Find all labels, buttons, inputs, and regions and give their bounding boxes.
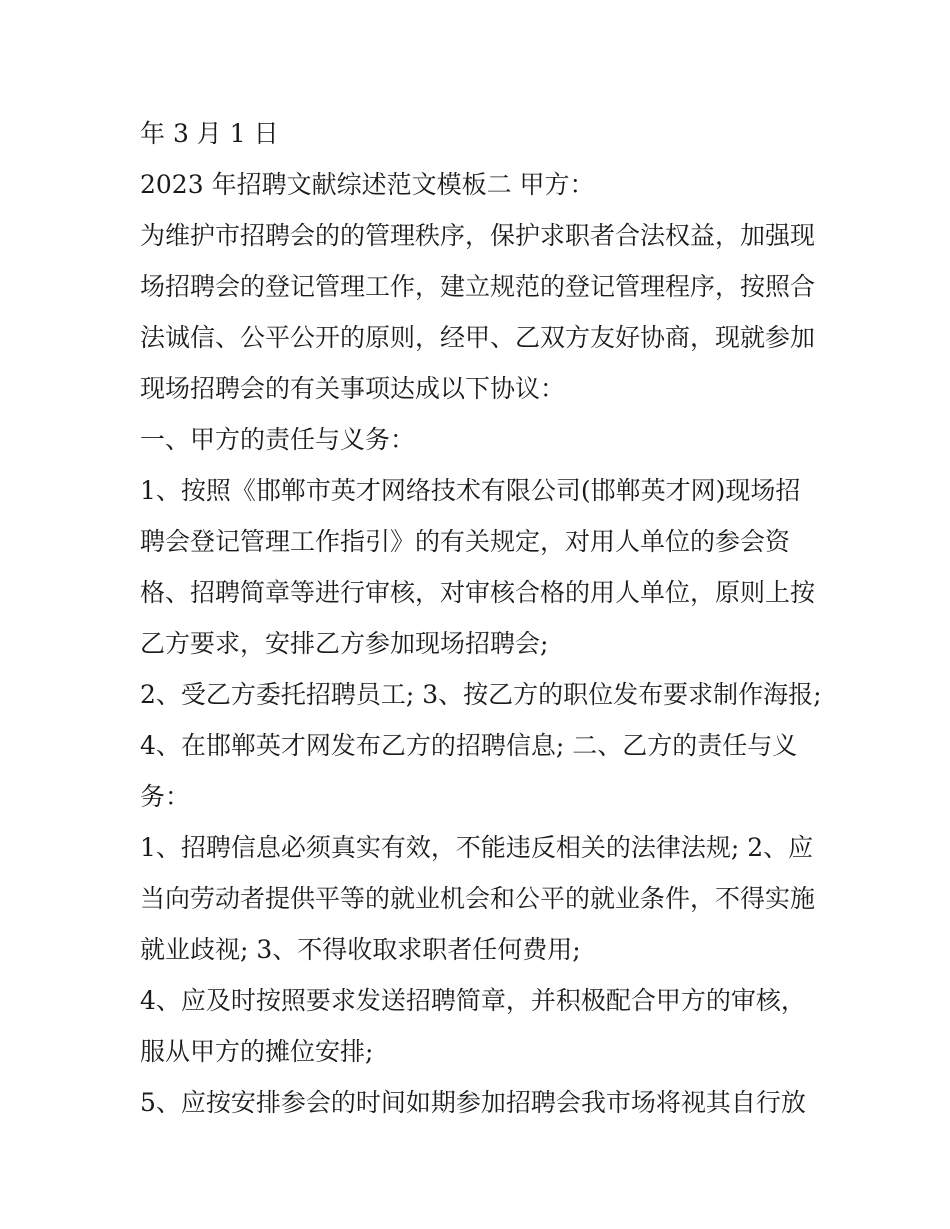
paragraph-line: 场招聘会的登记管理工作，建立规范的登记管理程序，按照合 bbox=[140, 272, 816, 301]
paragraph-line: 乙方要求，安排乙方参加现场招聘会; bbox=[140, 629, 549, 658]
paragraph-line: 4、应及时按照要求发送招聘简章，并积极配合甲方的审核， bbox=[140, 986, 806, 1015]
date-line: 年 3 月 1 日 bbox=[140, 119, 279, 148]
paragraph-line: 1、按照《邯郸市英才网络技术有限公司(邯郸英才网)现场招 bbox=[140, 476, 801, 505]
paragraph-line: 现场招聘会的有关事项达成以下协议： bbox=[140, 374, 566, 403]
document-body bbox=[140, 108, 820, 1128]
paragraph-line: 1、招聘信息必须真实有效，不能违反相关的法律法规; 2、应 bbox=[140, 833, 814, 862]
paragraph-line: 务： bbox=[140, 782, 191, 811]
paragraph-line: 5、应按安排参会的时间如期参加招聘会我市场将视其自行放 bbox=[140, 1088, 806, 1117]
title-line: 2023 年招聘文献综述范文模板二 甲方： bbox=[140, 170, 595, 199]
paragraph-line: 当向劳动者提供平等的就业机会和公平的就业条件，不得实施 bbox=[140, 884, 816, 913]
paragraph-line: 为维护市招聘会的的管理秩序，保护求职者合法权益，加强现 bbox=[140, 221, 816, 250]
paragraph-line: 2、受乙方委托招聘员工; 3、按乙方的职位发布要求制作海报; bbox=[140, 680, 822, 709]
paragraph-line: 服从甲方的摊位安排; bbox=[140, 1037, 374, 1066]
paragraph-line: 法诚信、公平公开的原则，经甲、乙双方友好协商，现就参加 bbox=[140, 323, 816, 352]
paragraph-line: 聘会登记管理工作指引》的有关规定，对用人单位的参会资 bbox=[140, 527, 791, 556]
paragraph-line: 4、在邯郸英才网发布乙方的招聘信息; 二、乙方的责任与义 bbox=[140, 731, 798, 760]
paragraph-line: 格、招聘简章等进行审核，对审核合格的用人单位，原则上按 bbox=[140, 578, 816, 607]
section-heading: 一、甲方的责任与义务： bbox=[140, 425, 416, 454]
paragraph-line: 就业歧视; 3、不得收取求职者任何费用; bbox=[140, 935, 581, 964]
